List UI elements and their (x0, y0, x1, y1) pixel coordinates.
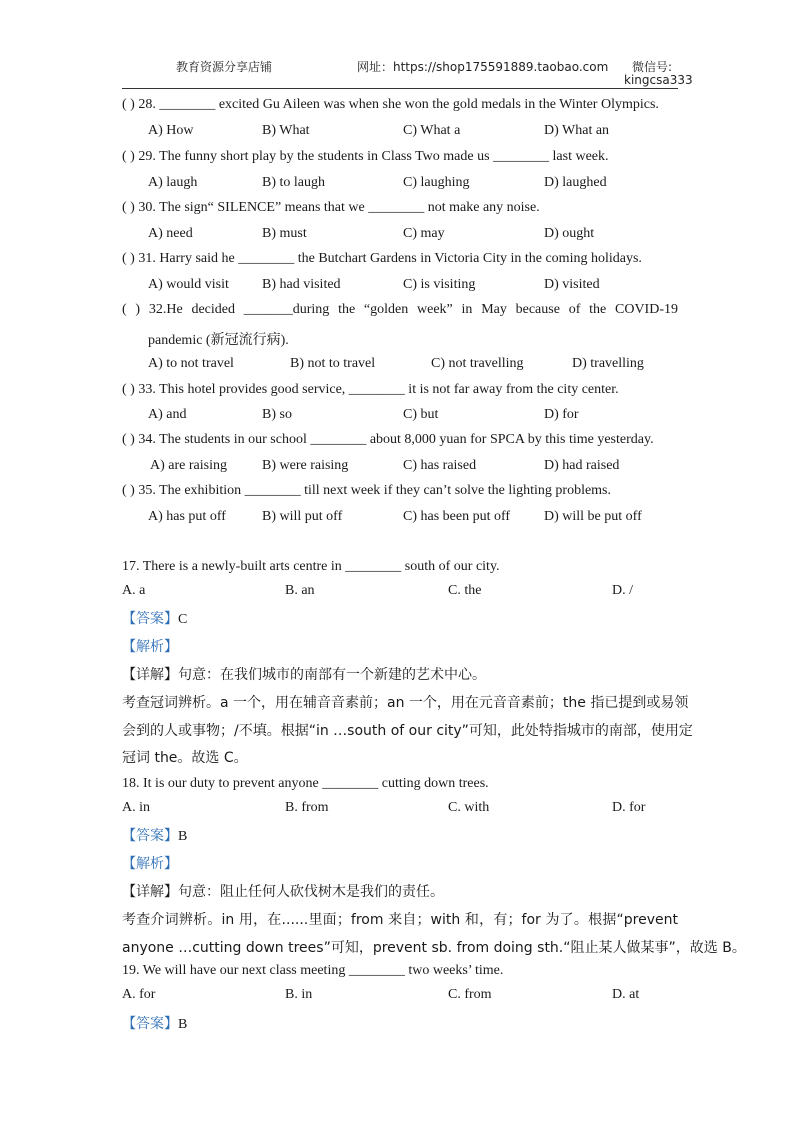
option-c: C. from (448, 987, 492, 1002)
question-stem: ( ) 31. Harry said he ________ the Butchart Gardens in Victoria City in the coming holidays. (122, 251, 642, 266)
explanation-line: 考查冠词辨析。a 一个，用在辅音音素前；an 一个，用在元音音素前；the 指已提到或易领 (122, 695, 689, 711)
explanation-line: anyone …cutting down trees”可知，prevent sb. from doing sth.“阻止某人做某事”，故选 B。 (122, 940, 746, 956)
option-b: B) What (262, 123, 310, 138)
option-a: A) and (148, 407, 187, 422)
analysis-label: 【解析】 (122, 639, 178, 655)
answer-stem: 18. It is our duty to prevent anyone ________ cutting down trees. (122, 776, 489, 791)
option-c: C) has been put off (403, 509, 511, 524)
detail-line (122, 881, 444, 901)
option-c: C) laughing (403, 175, 470, 190)
answer-stem: 19. We will have our next class meeting ________ two weeks’ time. (122, 963, 504, 978)
question-stem-continued: pandemic (新冠流行病). (148, 333, 289, 348)
option-a: A. in (122, 800, 150, 815)
option-b: B) not to travel (290, 356, 376, 371)
answer-label: 【答案】 (122, 828, 178, 844)
option-c: C) may (403, 226, 445, 241)
option-a: A) to not travel (148, 356, 234, 371)
option-c: C. with (448, 800, 490, 815)
question-stem: ( ) 34. The students in our school ________ about 8,000 yuan for SPCA by this time yesterday. (122, 432, 654, 447)
analysis-line (122, 853, 178, 873)
answer-line (122, 825, 187, 845)
detail-text: 句意：在我们城市的南部有一个新建的艺术中心。 (178, 667, 486, 683)
answer-label: 【答案】 (122, 611, 178, 627)
option-a: A) would visit (148, 277, 229, 292)
option-a: A. a (122, 583, 146, 598)
detail-label: 【详解】 (122, 667, 178, 683)
option-d: D) ought (544, 226, 595, 241)
answer-line (122, 608, 187, 628)
header-divider (122, 88, 678, 89)
option-d: D. for (612, 800, 646, 815)
answer-stem: 17. There is a newly-built arts centre in ________ south of our city. (122, 559, 500, 574)
question-stem: ( ) 28. ________ excited Gu Aileen was when she won the gold medals in the Winter Olympics. (122, 97, 659, 112)
option-a: A) How (148, 123, 194, 138)
question-stem: ( ) 35. The exhibition ________ till next week if they can’t solve the lighting problems. (122, 483, 612, 498)
option-d: D) visited (544, 277, 600, 292)
option-d: D) will be put off (544, 509, 642, 524)
option-c: C) is visiting (403, 277, 476, 292)
shop-url[interactable]: 网址：https://shop175591889.taobao.com (357, 60, 609, 74)
wechat-label: 微信号: (632, 60, 673, 74)
option-d: D. at (612, 987, 640, 1002)
question-stem: ( ) 32.He decided _______during the “golden week” in May because of the COVID-19 (122, 302, 678, 317)
wechat-id: kingcsa333 (624, 73, 693, 87)
shop-name: 教育资源分享店铺 (176, 60, 273, 74)
option-d: D) laughed (544, 175, 607, 190)
answer-line (122, 1013, 187, 1033)
analysis-line (122, 636, 178, 656)
option-a: A) laugh (148, 175, 198, 190)
question-stem: ( ) 30. The sign“ SILENCE” means that we ________ not make any noise. (122, 200, 540, 215)
question-stem: ( ) 29. The funny short play by the students in Class Two made us ________ last week. (122, 149, 609, 164)
option-b: B) were raising (262, 458, 349, 473)
option-c: C) but (403, 407, 439, 422)
explanation-line: 冠词 the。故选 C。 (122, 750, 248, 766)
option-b: B. an (285, 583, 315, 598)
answer-value: C (178, 612, 188, 627)
detail-label: 【详解】 (122, 884, 178, 900)
option-a: A) are raising (150, 458, 227, 473)
option-b: B. from (285, 800, 329, 815)
option-d: D. / (612, 583, 633, 598)
option-d: D) for (544, 407, 579, 422)
explanation-line: 会到的人或事物；/不填。根据“in …south of our city”可知，此处特指城市的南部，使用定 (122, 723, 693, 739)
option-d: D) had raised (544, 458, 620, 473)
analysis-label: 【解析】 (122, 856, 178, 872)
option-b: B) had visited (262, 277, 341, 292)
option-a: A) has put off (148, 509, 226, 524)
option-a: A) need (148, 226, 193, 241)
answer-label: 【答案】 (122, 1016, 178, 1032)
detail-text: 句意：阻止任何人砍伐树木是我们的责任。 (178, 884, 444, 900)
answer-value: B (178, 829, 188, 844)
option-b: B) so (262, 407, 292, 422)
option-b: B) must (262, 226, 307, 241)
detail-line (122, 664, 486, 684)
option-a: A. for (122, 987, 156, 1002)
option-b: B) will put off (262, 509, 343, 524)
option-b: B) to laugh (262, 175, 325, 190)
option-d: D) What an (544, 123, 610, 138)
page-header (0, 0, 800, 92)
option-c: C) has raised (403, 458, 477, 473)
option-c: C. the (448, 583, 482, 598)
option-b: B. in (285, 987, 313, 1002)
option-c: C) What a (403, 123, 461, 138)
explanation-line: 考查介词辨析。in 用，在......里面；from 来自；with 和，有；for 为了。根据“prevent (122, 912, 678, 928)
option-d: D) travelling (572, 356, 644, 371)
question-stem: ( ) 33. This hotel provides good service, ________ it is not far away from the city center. (122, 382, 619, 397)
answer-value: B (178, 1017, 188, 1032)
option-c: C) not travelling (431, 356, 524, 371)
